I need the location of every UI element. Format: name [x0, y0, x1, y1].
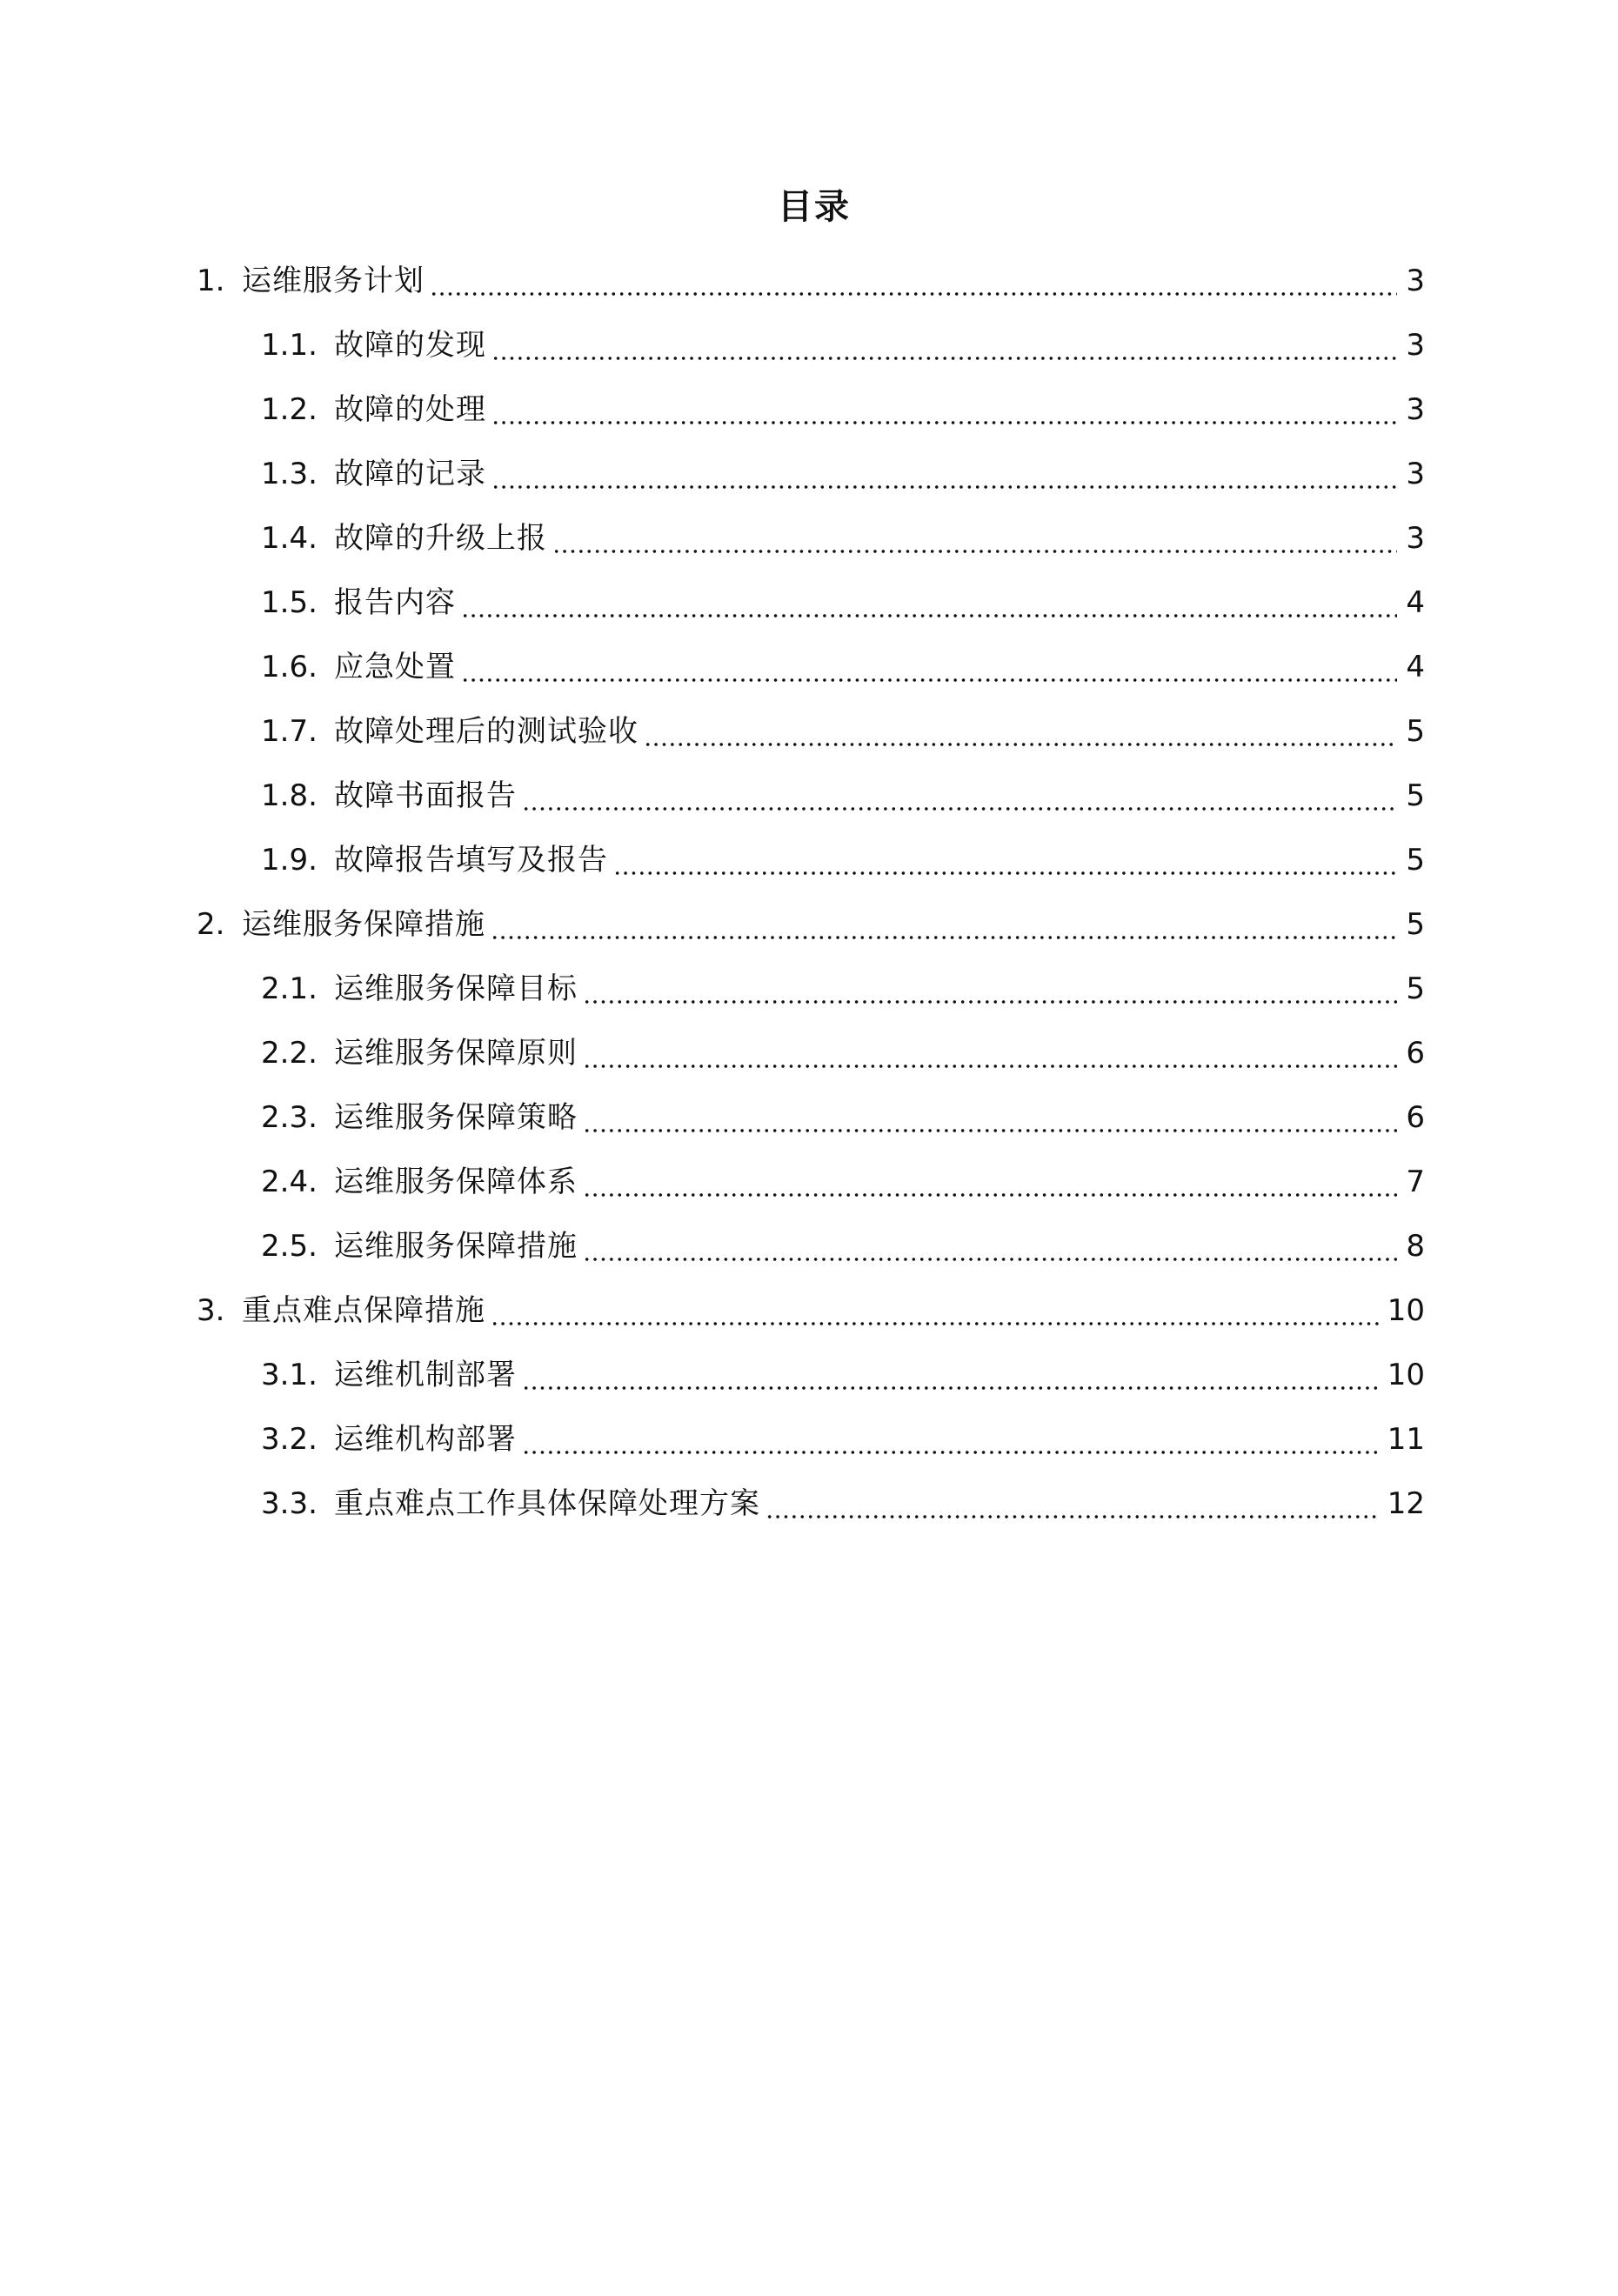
toc-entry-page: 5: [1406, 843, 1425, 878]
toc-entry-page: 8: [1406, 1229, 1425, 1264]
dot-leader: [522, 764, 1397, 828]
toc-entry-title: 故障的处理: [334, 392, 486, 427]
dot-leader: [491, 377, 1397, 442]
toc-entry[interactable]: [261, 377, 1425, 442]
toc-entry-page: 5: [1406, 778, 1425, 813]
toc-entry[interactable]: [261, 442, 1425, 506]
toc-entry[interactable]: [197, 892, 1425, 957]
toc-entry-page: 4: [1406, 585, 1425, 620]
toc-entry[interactable]: [261, 699, 1425, 764]
toc-entry-title: 报告内容: [334, 585, 456, 620]
toc-entry-number: 1.7.: [261, 714, 318, 749]
toc-entry[interactable]: [261, 1472, 1425, 1536]
dot-leader: [461, 571, 1397, 635]
toc-entry-title: 重点难点工作具体保障处理方案: [334, 1486, 760, 1521]
toc-entry[interactable]: [261, 764, 1425, 828]
dot-leader: [583, 1085, 1397, 1150]
toc-entry-number: 2.2.: [261, 1036, 318, 1071]
toc-entry-page: 11: [1387, 1422, 1425, 1457]
toc-entry-title: 故障报告填写及报告: [334, 843, 608, 878]
toc-entry-page: 5: [1406, 714, 1425, 749]
toc-entry-number: 3.1.: [261, 1358, 318, 1392]
dot-leader: [583, 957, 1397, 1021]
toc-entry-number: 3.2.: [261, 1422, 318, 1457]
toc-entry-page: 10: [1387, 1358, 1425, 1392]
toc-entry-page: 3: [1406, 328, 1425, 363]
toc-entry-title: 故障的发现: [334, 328, 486, 363]
toc-entry[interactable]: [261, 1021, 1425, 1085]
toc-entry-title: 运维机构部署: [334, 1422, 517, 1457]
toc-entry-number: 1.1.: [261, 328, 318, 363]
dot-leader: [644, 699, 1397, 764]
toc-entry[interactable]: [197, 1278, 1425, 1343]
dot-leader: [430, 249, 1397, 313]
toc-entry-page: 6: [1406, 1036, 1425, 1071]
dot-leader: [613, 828, 1397, 892]
toc-entry-title: 运维服务保障措施: [242, 907, 485, 942]
dot-leader: [522, 1343, 1379, 1407]
dot-leader: [583, 1021, 1397, 1085]
toc-entry[interactable]: [261, 1150, 1425, 1214]
toc-entry-page: 3: [1406, 264, 1425, 298]
toc-entry-number: 2.1.: [261, 971, 318, 1006]
dot-leader: [583, 1214, 1397, 1278]
toc-entry-number: 1.2.: [261, 392, 318, 427]
toc-entry[interactable]: [261, 635, 1425, 699]
dot-leader: [766, 1472, 1379, 1536]
toc-entry-page: 4: [1406, 650, 1425, 684]
toc-entry-title: 故障的升级上报: [334, 521, 547, 556]
toc-entry[interactable]: [261, 313, 1425, 377]
toc-entry-number: 2.5.: [261, 1229, 318, 1264]
toc-entry-number: 2.: [197, 907, 225, 942]
toc-entry-title: 运维服务保障体系: [334, 1165, 578, 1199]
toc-entry-number: 1.5.: [261, 585, 318, 620]
toc-entry-number: 1.6.: [261, 650, 318, 684]
toc-entry-page: 3: [1406, 457, 1425, 491]
toc-entry-page: 6: [1406, 1100, 1425, 1135]
dot-leader: [583, 1150, 1397, 1214]
toc-entry-page: 7: [1406, 1165, 1425, 1199]
toc-entry[interactable]: [261, 828, 1425, 892]
toc-entry-number: 1.4.: [261, 521, 318, 556]
toc-entry-title: 重点难点保障措施: [242, 1293, 485, 1328]
toc-entry-page: 10: [1387, 1293, 1425, 1328]
toc-entry-title: 运维机制部署: [334, 1358, 517, 1392]
toc-entry-number: 2.4.: [261, 1165, 318, 1199]
dot-leader: [491, 313, 1397, 377]
toc-entry[interactable]: [197, 249, 1425, 313]
toc-entry[interactable]: [261, 506, 1425, 571]
toc-entry-title: 运维服务保障措施: [334, 1229, 578, 1264]
toc-entry-page: 5: [1406, 971, 1425, 1006]
toc-entry-title: 运维服务计划: [242, 264, 425, 298]
toc-entry-title: 运维服务保障原则: [334, 1036, 578, 1071]
toc-entry-page: 12: [1387, 1486, 1425, 1521]
toc-entry[interactable]: [261, 1085, 1425, 1150]
toc-entry[interactable]: [261, 1214, 1425, 1278]
toc-entry-page: 3: [1406, 521, 1425, 556]
toc-entry-page: 3: [1406, 392, 1425, 427]
toc-entry[interactable]: [261, 571, 1425, 635]
toc-entry-number: 2.3.: [261, 1100, 318, 1135]
toc-entry-number: 3.: [197, 1293, 225, 1328]
toc-entry-number: 1.9.: [261, 843, 318, 878]
dot-leader: [491, 892, 1397, 957]
toc-entry[interactable]: [261, 957, 1425, 1021]
dot-leader: [491, 1278, 1379, 1343]
toc-entry-number: 1.3.: [261, 457, 318, 491]
dot-leader: [461, 635, 1397, 699]
dot-leader: [491, 442, 1397, 506]
toc-entry-page: 5: [1406, 907, 1425, 942]
toc-entry-number: 1.8.: [261, 778, 318, 813]
toc-entry-title: 运维服务保障目标: [334, 971, 578, 1006]
toc-entry-number: 1.: [197, 264, 225, 298]
toc-entry-title: 应急处置: [334, 650, 456, 684]
toc-entry-title: 故障的记录: [334, 457, 486, 491]
toc-entry-number: 3.3.: [261, 1486, 318, 1521]
toc-entry-title: 故障处理后的测试验收: [334, 714, 639, 749]
toc-entry-title: 故障书面报告: [334, 778, 517, 813]
toc-entry[interactable]: [261, 1343, 1425, 1407]
toc-entry-title: 运维服务保障策略: [334, 1100, 578, 1135]
toc-entry[interactable]: [261, 1407, 1425, 1472]
dot-leader: [522, 1407, 1379, 1472]
toc-title: 目录: [778, 187, 851, 227]
dot-leader: [552, 506, 1397, 571]
